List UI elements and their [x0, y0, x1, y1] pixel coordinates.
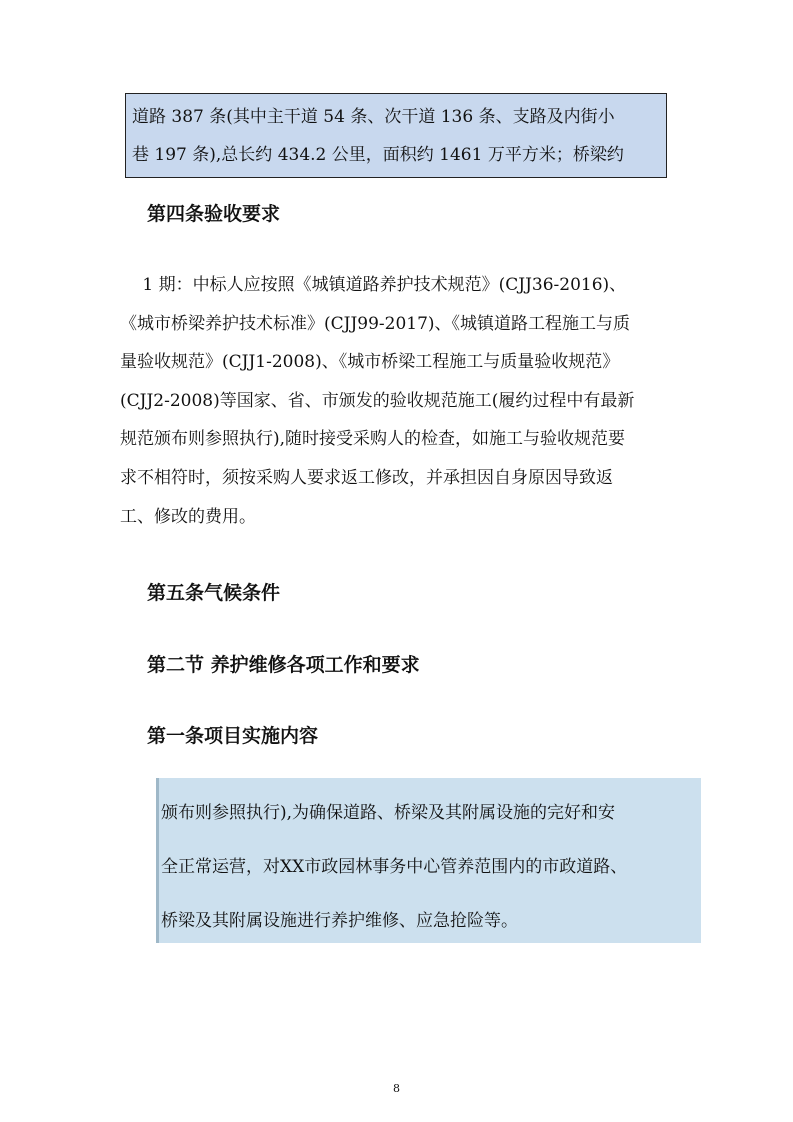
- text-line: 量验收规范》(CJJ1-2008)、《城市桥梁工程施工与质量验收规范》: [120, 352, 620, 373]
- text-line: 桥梁及其附属设施进行养护维修、应急抢险等。: [161, 911, 518, 931]
- text-line: 规范颁布则参照执行),随时接受采购人的检查，如施工与验收规范要: [120, 429, 626, 450]
- section-heading-acceptance: 第四条验收要求: [147, 203, 281, 225]
- section-heading-climate: 第五条气候条件: [147, 582, 281, 604]
- text-line: 1 期：中标人应按照《城镇道路养护技术规范》(CJJ36-2016)、: [120, 275, 627, 295]
- page-number: 8: [393, 1082, 400, 1095]
- text-line: (CJJ2-2008)等国家、省、市颁发的验收规范施工(履约过程中有最新: [120, 390, 635, 411]
- section-heading-project-content: 第一条项目实施内容: [147, 725, 319, 747]
- highlighted-text-box-bottom: [156, 778, 701, 943]
- text-line: 《城市桥梁养护技术标准》(CJJ99-2017)、《城镇道路工程施工与质: [120, 313, 631, 334]
- text-line: 全正常运营，对XX市政园林事务中心管养范围内的市政道路、: [161, 857, 628, 877]
- text-line: 巷 197 条),总长约 434.2 公里，面积约 1461 万平方米；桥梁约: [132, 145, 624, 165]
- text-line: 求不相符时，须按采购人要求返工修改，并承担因自身原因导致返: [120, 467, 613, 488]
- acceptance-paragraph: [120, 266, 680, 536]
- highlighted-text-box-top: [125, 93, 667, 178]
- text-line: 道路 387 条(其中主干道 54 条、次干道 136 条、支路及内街小: [132, 107, 615, 127]
- section-heading-maintenance: 第二节 养护维修各项工作和要求: [147, 654, 420, 676]
- text-line: 颁布则参照执行),为确保道路、桥梁及其附属设施的完好和安: [161, 803, 616, 823]
- text-line: 工、修改的费用。: [120, 506, 256, 527]
